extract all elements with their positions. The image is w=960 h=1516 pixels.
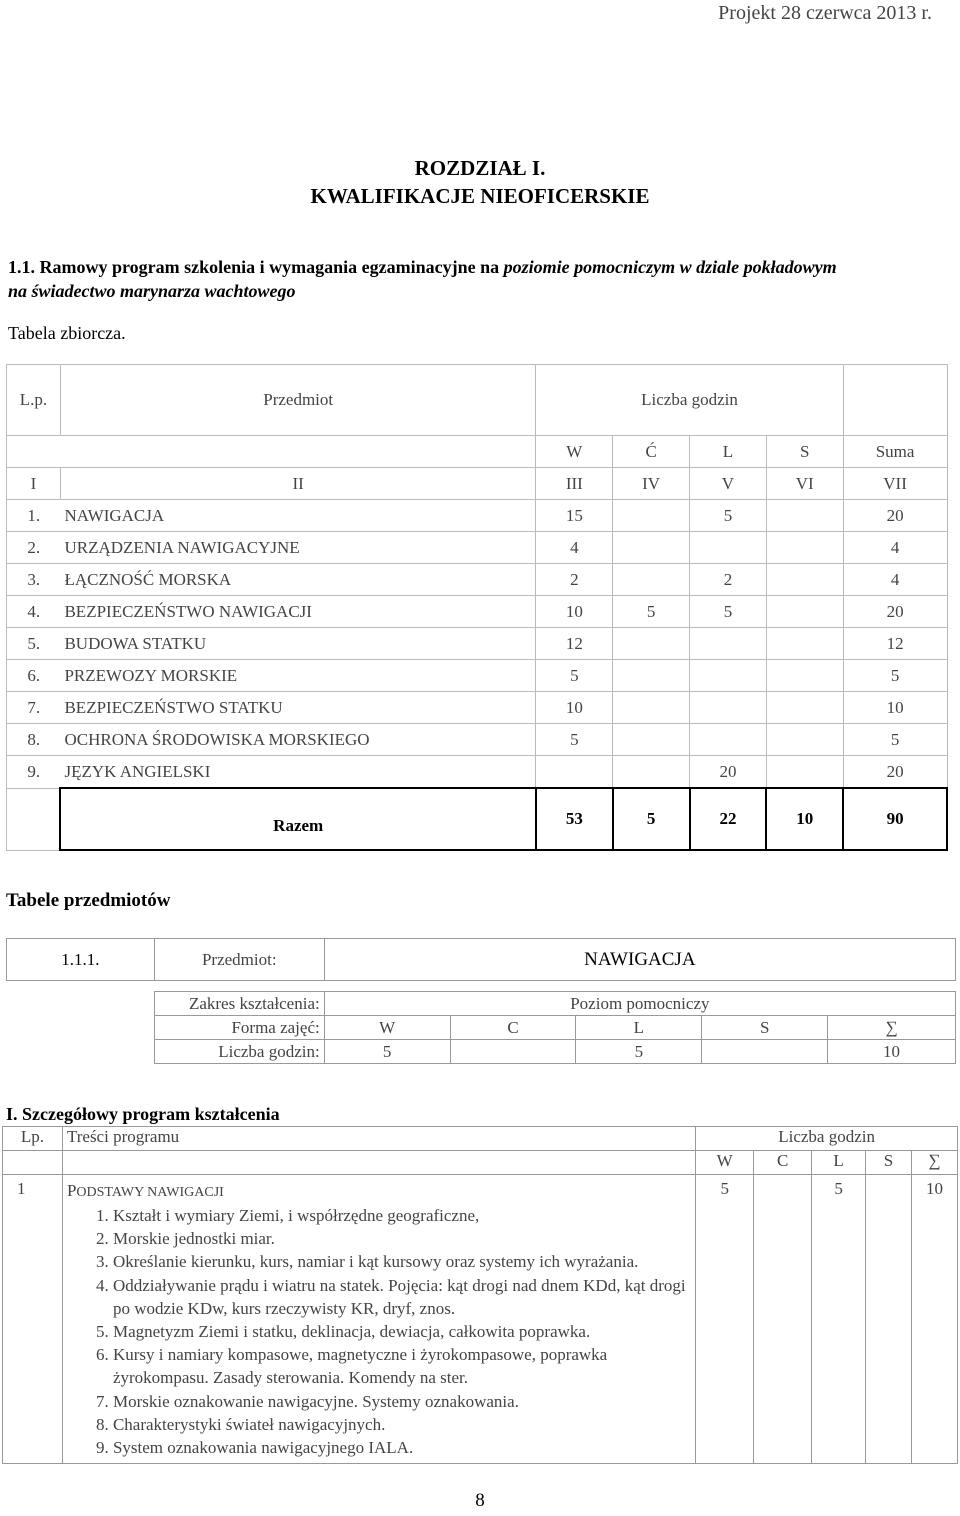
detail-sub-w: W [696,1151,754,1175]
form-sum: ∑ [828,1016,956,1040]
row-subject: ŁĄCZNOŚĆ MORSKA [60,564,535,596]
row-c [613,756,690,789]
form-c: C [450,1016,576,1040]
row-l [690,628,767,660]
roman-3: III [536,468,613,500]
row-subject: BUDOWA STATKU [60,628,535,660]
summary-row [7,532,948,564]
detail-sub-l: L [812,1151,866,1175]
row-c [613,500,690,532]
row-l [690,532,767,564]
row-w: 5 [536,660,613,692]
row-s [766,564,843,596]
row-sum: 5 [843,724,947,756]
row-s [766,692,843,724]
row-sum: 4 [843,532,947,564]
row-sum: 12 [843,628,947,660]
total-label: Razem [60,788,535,850]
detail-head-lp: Lp. [3,1127,63,1151]
row-l [690,724,767,756]
list-item: 5. Magnetyzm Ziemi i statku, deklinacja, dewiacja, całkowita poprawka. [113,1320,691,1343]
row-number: 5. [7,628,61,660]
detail-hours-c [754,1175,812,1464]
row-number: 1. [7,500,61,532]
row-c [613,532,690,564]
row-w: 5 [536,724,613,756]
detail-items-list [67,1204,691,1459]
head-hours: Liczba godzin [536,365,843,436]
row-c: 5 [613,596,690,628]
list-item: 1. Kształt i wymiary Ziemi, i współrzędne geograficzne, [113,1204,691,1227]
detail-sub-s: S [866,1151,912,1175]
head-lp: L.p. [7,365,61,436]
section-text: Ramowy program szkolenia i wymagania egzaminacyjne na [39,257,500,277]
summary-row [7,756,948,789]
row-subject: BEZPIECZEŃSTWO NAWIGACJI [60,596,535,628]
form-l: L [576,1016,702,1040]
detail-sub-c: C [754,1151,812,1175]
row-subject: BEZPIECZEŃSTWO STATKU [60,692,535,724]
subjects-label: Tabele przedmiotów [6,890,171,911]
detail-hours-sum: 10 [911,1175,957,1464]
summary-row [7,724,948,756]
roman-7: VII [843,468,947,500]
row-number: 3. [7,564,61,596]
row-sum: 10 [843,692,947,724]
row-s [766,660,843,692]
row-number: 4. [7,596,61,628]
detail-sub-sum: ∑ [911,1151,957,1175]
row-w: 4 [536,532,613,564]
row-c [613,660,690,692]
form-w: W [324,1016,450,1040]
row-s [766,532,843,564]
row-c [613,692,690,724]
row-subject: OCHRONA ŚRODOWISKA MORSKIEGO [60,724,535,756]
row-c [613,724,690,756]
summary-row [7,596,948,628]
roman-6: VI [766,468,843,500]
roman-5: V [690,468,767,500]
subhead-s: S [766,436,843,468]
row-s [766,628,843,660]
header-note: Projekt 28 czerwca 2013 r. [718,2,932,24]
total-s: 10 [766,788,843,850]
chapter-title: ROZDZIAŁ I. [414,156,546,180]
subhead-l: L [690,436,767,468]
summary-label: Tabela zbiorcza. [8,323,126,343]
scope-label: Zakres kształcenia: [154,992,324,1016]
row-c [613,564,690,596]
hours-l: 5 [576,1040,702,1064]
chapter-subtitle: KWALIFIKACJE NIEOFICERSKIE [310,184,650,208]
row-w: 10 [536,692,613,724]
roman-4: IV [613,468,690,500]
section-heading [8,255,948,303]
row-number: 2. [7,532,61,564]
row-c [613,628,690,660]
detail-table [2,1126,958,1464]
detail-row-no: 1 [3,1175,63,1464]
row-number: 8. [7,724,61,756]
row-w: 12 [536,628,613,660]
list-item: 6. Kursy i namiary kompasowe, magnetyczne i żyrokompasowe, poprawka żyrokompasu. Zasady sterowania. Komendy na ster. [113,1343,691,1389]
row-sum: 20 [843,756,947,789]
row-w: 15 [536,500,613,532]
form-s: S [702,1016,828,1040]
total-c: 5 [613,788,690,850]
hours-sum: 10 [828,1040,956,1064]
subhead-c: Ć [613,436,690,468]
section-number: 1.1. [8,257,35,277]
row-w [536,756,613,789]
row-l: 5 [690,500,767,532]
hours-c [450,1040,576,1064]
summary-row [7,500,948,532]
subhead-sum: Suma [843,436,947,468]
hours-s [702,1040,828,1064]
list-item: 3. Określanie kierunku, kurs, namiar i kąt kursowy oraz systemy ich wyrażania. [113,1250,691,1273]
total-l: 22 [690,788,767,850]
summary-row [7,564,948,596]
detail-hours-s [866,1175,912,1464]
detail-row-title [67,1179,691,1204]
detail-head-content: Treści programu [62,1127,695,1151]
detail-head-hours: Liczba godzin [696,1127,958,1151]
title-cap: P [66,1181,77,1200]
row-s [766,724,843,756]
detail-label: I. Szczegółowy program kształcenia [6,1104,280,1124]
form-label: Forma zajęć: [154,1016,324,1040]
row-w: 2 [536,564,613,596]
row-number: 9. [7,756,61,789]
list-item: 8. Charakterystyki świateł nawigacyjnych. [113,1413,691,1436]
list-item: 9. System oznakowania nawigacyjnego IALA. [113,1436,691,1459]
hours-label: Liczba godzin: [154,1040,324,1064]
hours-w: 5 [324,1040,450,1064]
total-sum: 90 [843,788,947,850]
subject-number: 1.1.1. [7,939,155,981]
row-w: 10 [536,596,613,628]
subhead-w: W [536,436,613,468]
detail-hours-w: 5 [696,1175,754,1464]
detail-hours-l: 5 [812,1175,866,1464]
section-text-italic: poziomie pomocniczym w dziale pokładowym [503,257,837,277]
row-s [766,500,843,532]
summary-table [6,364,948,851]
total-w: 53 [536,788,613,850]
row-subject: JĘZYK ANGIELSKI [60,756,535,789]
row-l [690,660,767,692]
row-l [690,692,767,724]
row-l: 20 [690,756,767,789]
row-sum: 5 [843,660,947,692]
title-rest: ODSTAWY NAWIGACJI [76,1185,224,1200]
summary-row [7,692,948,724]
roman-2: II [60,468,535,500]
row-l: 5 [690,596,767,628]
row-subject: PRZEWOZY MORSKIE [60,660,535,692]
row-sum: 4 [843,564,947,596]
row-s [766,756,843,789]
subject-label: Przedmiot: [154,939,324,981]
subject-name: NAWIGACJA [324,939,955,981]
row-sum: 20 [843,596,947,628]
summary-row [7,660,948,692]
list-item: 4. Oddziaływanie prądu i wiatru na statek. Pojęcia: kąt drogi nad dnem KDd, kąt drogi po wodzie KDw, kurs rzeczywisty KR, dryf, znos. [113,1274,691,1320]
list-item: 2. Morskie jednostki miar. [113,1227,691,1250]
row-s [766,596,843,628]
list-item: 7. Morskie oznakowanie nawigacyjne. Systemy oznakowania. [113,1390,691,1413]
subject-table [6,938,956,1064]
row-number: 6. [7,660,61,692]
row-number: 7. [7,692,61,724]
section-text-line2: na świadectwo marynarza wachtowego [8,281,296,301]
head-subject: Przedmiot [60,365,535,436]
page-number: 8 [475,1490,485,1511]
row-subject: NAWIGACJA [60,500,535,532]
detail-row-content [62,1175,695,1464]
row-l: 2 [690,564,767,596]
roman-1: I [7,468,61,500]
scope-value: Poziom pomocniczy [324,992,955,1016]
row-sum: 20 [843,500,947,532]
summary-row [7,628,948,660]
row-subject: URZĄDZENIA NAWIGACYJNE [60,532,535,564]
